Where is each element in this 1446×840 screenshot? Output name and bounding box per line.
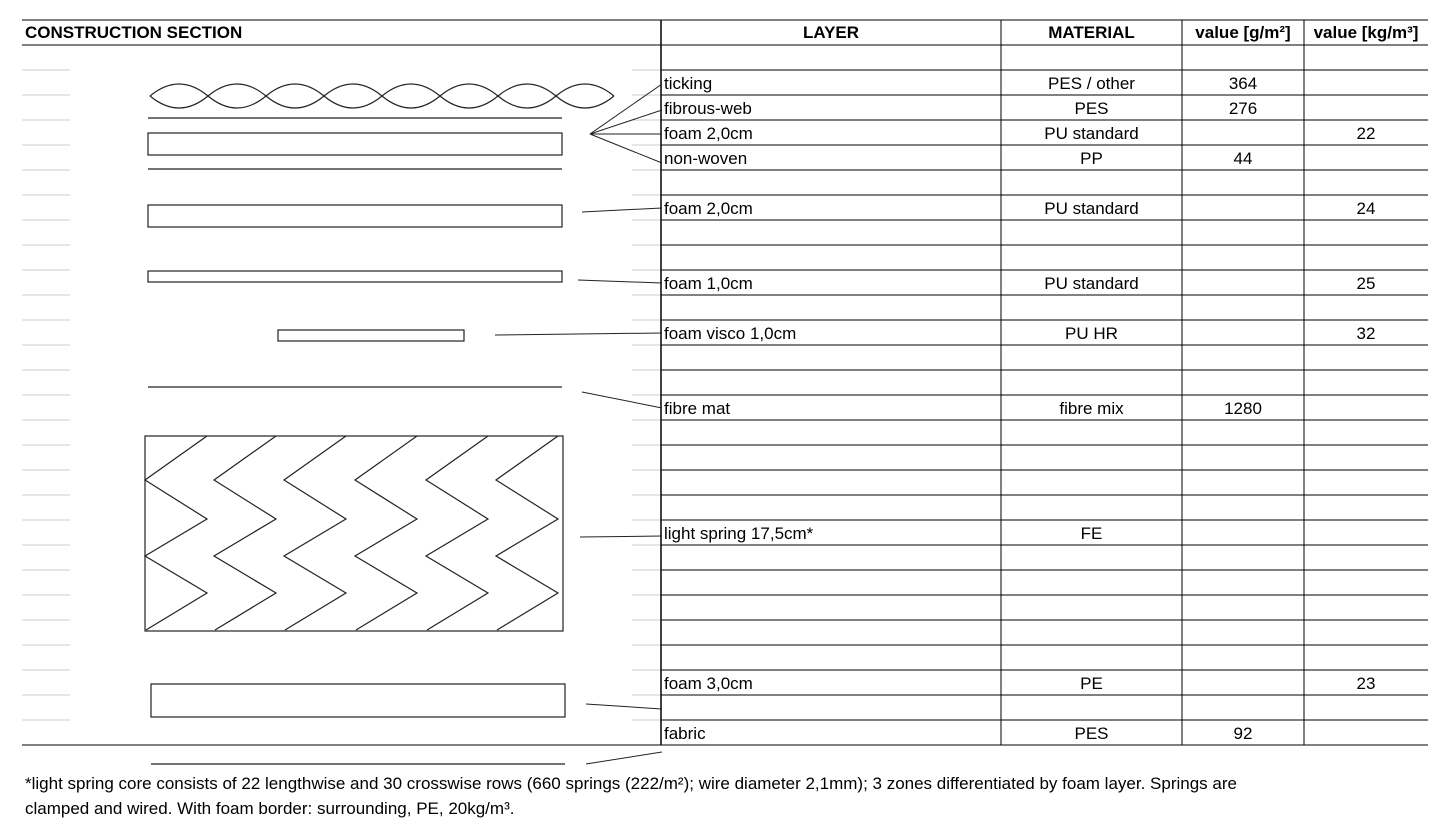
foam-1cm-symbol: [148, 271, 562, 282]
column-header-material: MATERIAL: [1048, 23, 1135, 42]
material-cell: PES: [1074, 724, 1109, 743]
section-title: CONSTRUCTION SECTION: [25, 23, 243, 42]
material-cell: FE: [1080, 524, 1103, 543]
foam-2cm-top-symbol: [148, 133, 562, 155]
leader-foam-2cm: [582, 208, 662, 212]
column-header-layer: LAYER: [802, 23, 860, 42]
foam-3cm-symbol: [151, 684, 565, 717]
gm2-cell: 1280: [1224, 399, 1262, 418]
faint-row-guides: [22, 70, 660, 745]
footnote-line-2: clamped and wired. With foam border: surrounding, PE, 20kg/m³.: [25, 799, 515, 818]
construction-section-drawing: [145, 84, 614, 764]
ticking-wave-symbol: [150, 84, 614, 108]
layer-cell: foam 3,0cm: [664, 674, 753, 693]
foam-2cm-symbol: [148, 205, 562, 227]
leader-lines: [495, 84, 662, 764]
material-cell: PES / other: [1048, 74, 1135, 93]
material-cell: PES: [1074, 99, 1109, 118]
layer-cell: non-woven: [664, 149, 748, 168]
spring-zigzag: [284, 436, 346, 630]
leader-non-woven: [590, 134, 662, 163]
layer-cell: fibrous-web: [664, 99, 752, 118]
layer-cell: light spring 17,5cm*: [664, 524, 814, 543]
leader-fibrous-web: [590, 110, 662, 134]
leader-foam-3cm: [586, 704, 662, 709]
spring-zigzags: [145, 436, 558, 630]
spring-core-symbol: [145, 436, 563, 631]
leader-visco: [495, 333, 662, 335]
column-header-kgm3: value [kg/m³]: [1313, 23, 1419, 42]
spring-zigzag: [426, 436, 488, 630]
spring-zigzag: [214, 436, 276, 630]
kgm3-cell: 22: [1356, 124, 1376, 143]
kgm3-cell: 24: [1356, 199, 1376, 218]
material-cell: fibre mix: [1059, 399, 1124, 418]
spring-zigzag: [355, 436, 417, 630]
gm2-cell: 44: [1233, 149, 1253, 168]
footnote-line-1: *light spring core consists of 22 lengthwise and 30 crosswise rows (660 springs (222/m²); wire diameter 2,1mm); 3 zones differentiated by foam layer. Springs are: [25, 774, 1237, 793]
layer-cell: foam 2,0cm: [664, 199, 753, 218]
material-cell: PP: [1080, 149, 1103, 168]
kgm3-cell: 25: [1356, 274, 1376, 293]
gm2-cell: 276: [1228, 99, 1258, 118]
layer-cell: fabric: [664, 724, 706, 743]
layer-cell: ticking: [664, 74, 713, 93]
layer-cell: foam 1,0cm: [664, 274, 753, 293]
gm2-cell: 364: [1228, 74, 1258, 93]
material-cell: PE: [1080, 674, 1103, 693]
kgm3-cell: 32: [1356, 324, 1376, 343]
wave-upper: [150, 84, 614, 96]
leader-spring: [580, 536, 662, 537]
leader-fabric: [586, 752, 662, 764]
gm2-cell: 92: [1233, 724, 1253, 743]
layer-cell: foam visco 1,0cm: [664, 324, 797, 343]
leader-foam-1cm: [578, 280, 662, 283]
spring-zigzag: [496, 436, 558, 630]
wave-lower: [150, 96, 614, 108]
material-cell: PU HR: [1065, 324, 1118, 343]
layer-cell: fibre mat: [664, 399, 731, 418]
leader-fibre-mat: [582, 392, 662, 408]
material-cell: PU standard: [1044, 274, 1139, 293]
material-cell: PU standard: [1044, 124, 1139, 143]
material-cell: PU standard: [1044, 199, 1139, 218]
foam-visco-symbol: [278, 330, 464, 341]
column-header-gm2: value [g/m²]: [1195, 23, 1291, 42]
kgm3-cell: 23: [1356, 674, 1376, 693]
leader-ticking: [590, 84, 662, 134]
spring-zigzag: [145, 436, 207, 630]
layer-cell: foam 2,0cm: [664, 124, 753, 143]
